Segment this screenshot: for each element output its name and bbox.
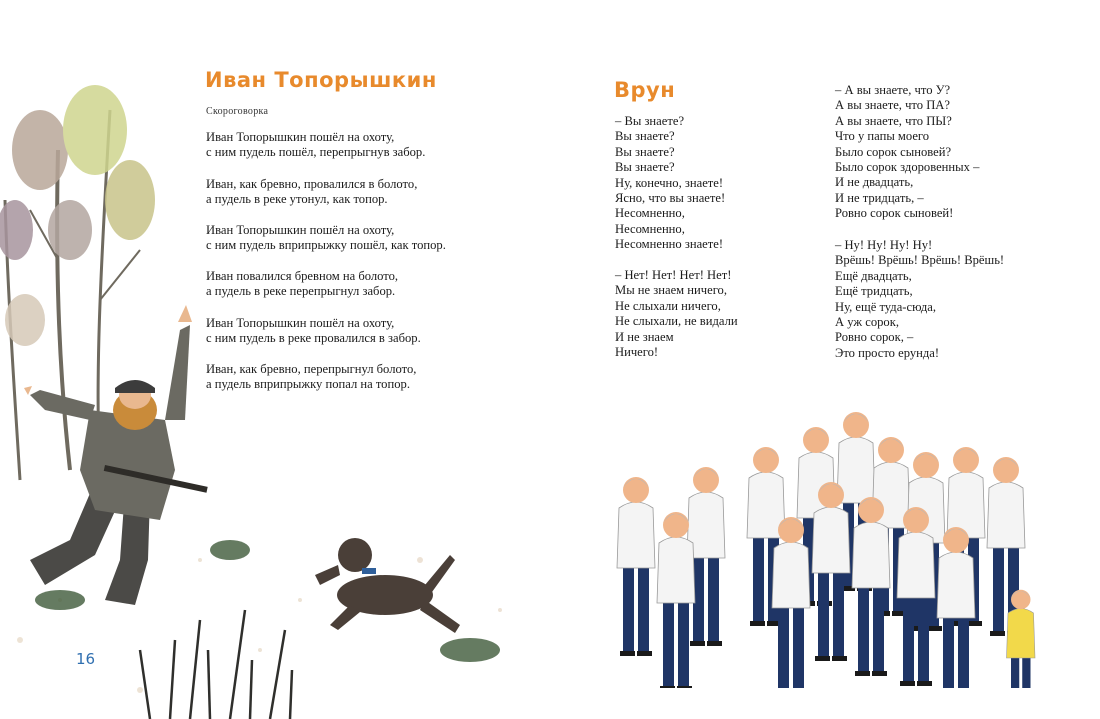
poem-line: с ним пудель пошёл, перепрыгнув забор. [206,145,426,160]
poem-line: И не двадцать, [835,175,914,190]
poem-line: Ещё двадцать, [835,268,912,283]
poem-line: Иван повалился бревном на болото, [206,269,399,283]
poem-line: а пудель вприпрыжку попал на топор. [206,377,410,392]
poem-line: а пудель в реке утонул, как топор. [206,192,388,207]
poem-line: Что у папы моего [835,129,930,144]
poem-line: Врёшь! Врёшь! Врёшь! Врёшь! [835,253,1005,268]
stanza [206,223,446,254]
poem-line: – А вы знаете, что У? [835,83,951,97]
stanza [835,83,979,222]
poem-line: а пудель в реке перепрыгнул забор. [206,284,396,299]
poem-line: Ровно сорок, – [835,330,914,345]
poem-line: А вы знаете, что ПЫ? [835,113,952,128]
poem-line: Ровно сорок сыновей! [835,206,954,221]
stanza [835,238,1004,361]
poem-line: Иван Топорышкин пошёл на охоту, [206,316,395,330]
poem-subtitle: Скороговорка [206,106,269,117]
poem-line: А уж сорок, [835,315,899,330]
poem-line: Было сорок сыновей? [835,144,952,159]
poem-line: И не тридцать, – [835,190,924,205]
ground-speckles [17,557,502,693]
poem-line: – Ну! Ну! Ну! Ну! [835,238,933,252]
poem-line: А вы знаете, что ПА? [835,98,950,113]
poem-line: Не слыхали ничего, [615,298,721,313]
poem-line: Ну, ещё туда-сюда, [835,299,936,314]
poem-line: Несомненно, [615,206,685,221]
poem-line: Не слыхали, не видали [615,314,738,329]
forty-sons-illustration [595,398,1055,688]
poem-line: Ну, конечно, знаете! [615,175,724,190]
poem-line: – Нет! Нет! Нет! Нет! [615,268,732,282]
right-page [550,0,1100,719]
poem-line: с ним пудель в реке провалился в забор. [206,331,421,346]
stanza [206,177,417,208]
poem-line: Мы не знаем ничего, [615,283,727,298]
poem-line: И не знаем [615,329,674,344]
hunter-figure [24,305,208,605]
stanza [615,268,738,360]
leaping-poodle [315,538,460,633]
poem-line: с ним пудель вприпрыжку пошёл, как топор. [206,238,446,253]
poem-line: Было сорок здоровенных – [835,160,980,175]
poem-title: Врун [614,78,676,102]
son-figure [617,477,655,656]
stanza [206,362,416,393]
poem-line: – Вы знаете? [615,114,685,128]
poem-line: Ещё тридцать, [835,284,913,299]
poem-line: Иван, как бревно, перепрыгнул болото, [206,362,417,376]
stanza [206,130,425,161]
poem-line: Ничего! [615,345,659,360]
poem-line: Несомненно, [615,221,685,236]
stanza [206,316,421,347]
tree-foliage [0,85,155,346]
stanza [206,269,398,300]
poem-line: Иван Топорышкин пошёл на охоту, [206,130,395,144]
poem-title: Иван Топорышкин [205,68,437,92]
poem-line: Вы знаете? [615,129,675,144]
poem-line: Несомненно знаете! [615,237,724,252]
stanza [615,114,725,253]
poem-line: Вы знаете? [615,144,675,159]
page-number: 16 [76,650,96,668]
poem-line: Иван, как бревно, провалился в болото, [206,177,418,191]
poem-line: Вы знаете? [615,160,675,175]
grass [140,610,292,719]
poem-line: Это просто ерунда! [835,345,940,360]
poem-line: Иван Топорышкин пошёл на охоту, [206,223,395,237]
poem-line: Ясно, что вы знаете! [615,191,726,206]
